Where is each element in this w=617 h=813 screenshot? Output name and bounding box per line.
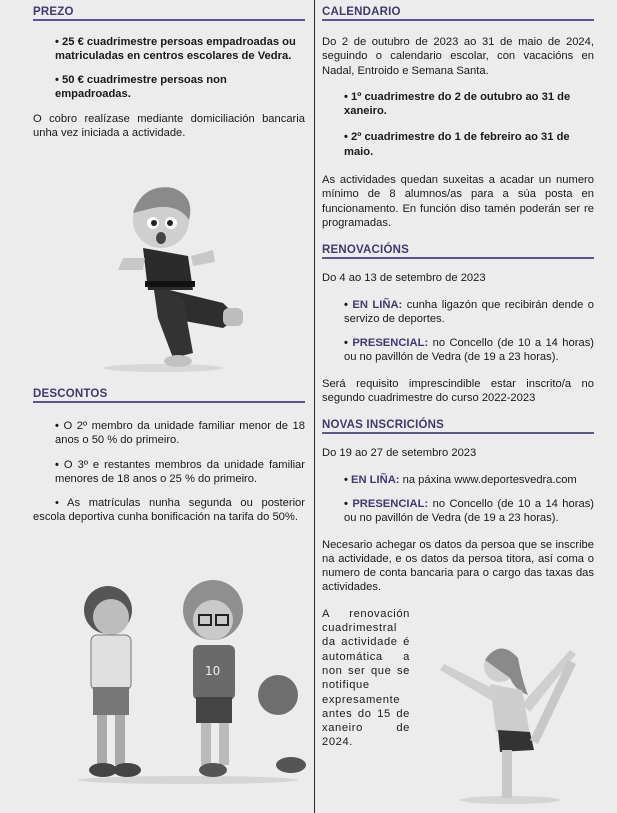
novas-presencial-text: no Concello (de 10 a 14 horas) ou no pavillón de Vedra (de 19 a 23 horas). [344,497,595,525]
bullet-icon: • [344,473,348,486]
bullet-icon: • [55,420,59,432]
descontos-bullet-2-text: O 3º e restantes membros da unidade familiar menores de 18 anos o 25 % do primeiro. [55,458,306,485]
left-column [33,0,306,678]
prezo-heading: PREZO [33,6,305,21]
renovacions-online [322,298,594,327]
svg-text:10: 10 [205,664,221,678]
bullet-icon: • [55,36,59,48]
bullet-icon: • [344,337,348,350]
renovacions-dates: Do 4 ao 13 de setembro de 2023 [322,272,486,285]
calendario-intro: Do 2 de outubro de 2023 ao 31 de maio de 2024, seguindo o calendario escolar, con vacacións en Nadal, Entroido e Semana Santa. [322,36,594,77]
prezo-note: O cobro realízase mediante domiciliación bancaria unha vez iniciada a actividade. [33,113,305,140]
novas-presencial-label: PRESENCIAL: [352,497,429,510]
novas-note-2: A renovación cuadrimestral da actividade é automática a non ser que se notifique expresamente antes do 15 de xaneiro de 2024. [322,607,410,749]
novas-note-1: Necesario achegar os datos da persoa que se inscribe na actividade, e os datos da persoa titora, así coma o numero de conta bancaria para o cargo das taxas das actividades. [322,538,594,594]
novas-online-label: EN LIÑA: [351,473,400,486]
novas-online [322,473,594,487]
novas-heading: NOVAS INSCRICIÓNS [322,419,594,434]
bullet-icon: • [344,497,348,510]
calendario-bullet-1 [322,90,594,119]
prezo-bullet-1-text: 25 € cuadrimestre persoas empadroadas ou matriculadas en centros escolares de Vedra. [55,36,296,63]
bullet-icon: • [344,90,348,103]
renovacions-note: Será requisito imprescindible estar inscrito/a no segundo cuadrimestre do curso 2022-2023 [322,377,594,405]
bullet-icon: • [344,131,348,144]
renovacions-presencial-label: PRESENCIAL: [352,337,429,350]
prezo-bullet-1 [33,35,305,64]
karate-kid-illustration [73,178,253,373]
renovacions-heading: RENOVACIÓNS [322,244,594,259]
column-divider [314,0,315,813]
renovacions-online-label: EN LIÑA: [352,298,403,311]
calendario-bullet-2-text: 2º cuadrimestre do 1 de febreiro ao 31 de maio. [344,131,570,158]
calendario-bullet-2 [322,130,594,159]
descontos-bullet-1-text: O 2º membro da unidade familiar menor de 18 anos o 50 % do primeiro. [55,420,305,447]
calendario-bullet-1-text: 1º cuadrimestre do 2 de outubro ao 31 de xaneiro. [344,90,571,118]
descontos-bullet-2 [33,458,305,487]
descontos-bullet-1 [33,419,305,448]
descontos-bullet-3 [33,496,305,525]
prezo-bullet-2 [33,73,305,102]
bullet-icon: • [55,458,59,471]
yoga-girl-illustration [430,640,590,805]
calendario-note: As actividades quedan suxeitas a acadar un numero mínimo de 8 alumnos/as para a súa posta en funcionamento. En función diso tamén poderán ser re programadas. [322,174,594,229]
descontos-heading: DESCONTOS [33,388,305,403]
novas-presencial [322,497,594,526]
basketball-kids-illustration [63,575,313,785]
novas-online-link[interactable]: na páxina www.deportesvedra.com [402,473,577,486]
renovacions-online-text: cunha ligazón que recibirán dende o servizo de deportes. [344,298,594,325]
novas-dates: Do 19 ao 27 de setembro 2023 [322,447,477,460]
prezo-bullet-2-text: 50 € cuadrimestre persoas non empadroadas. [55,73,227,100]
bullet-icon: • [55,73,59,86]
renovacions-presencial-text: no Concello (de 10 a 14 horas) ou no pavillón de Vedra (de 19 a 23 horas). [344,337,595,364]
calendario-heading: CALENDARIO [322,6,594,21]
descontos-bullet-3-text: As matrículas nunha segunda ou posterior escola deportiva cunha bonificación na tarifa do 50%. [33,497,305,524]
bullet-icon: • [55,497,59,510]
renovacions-presencial [322,336,594,365]
bullet-icon: • [344,298,348,311]
right-column [322,0,594,750]
